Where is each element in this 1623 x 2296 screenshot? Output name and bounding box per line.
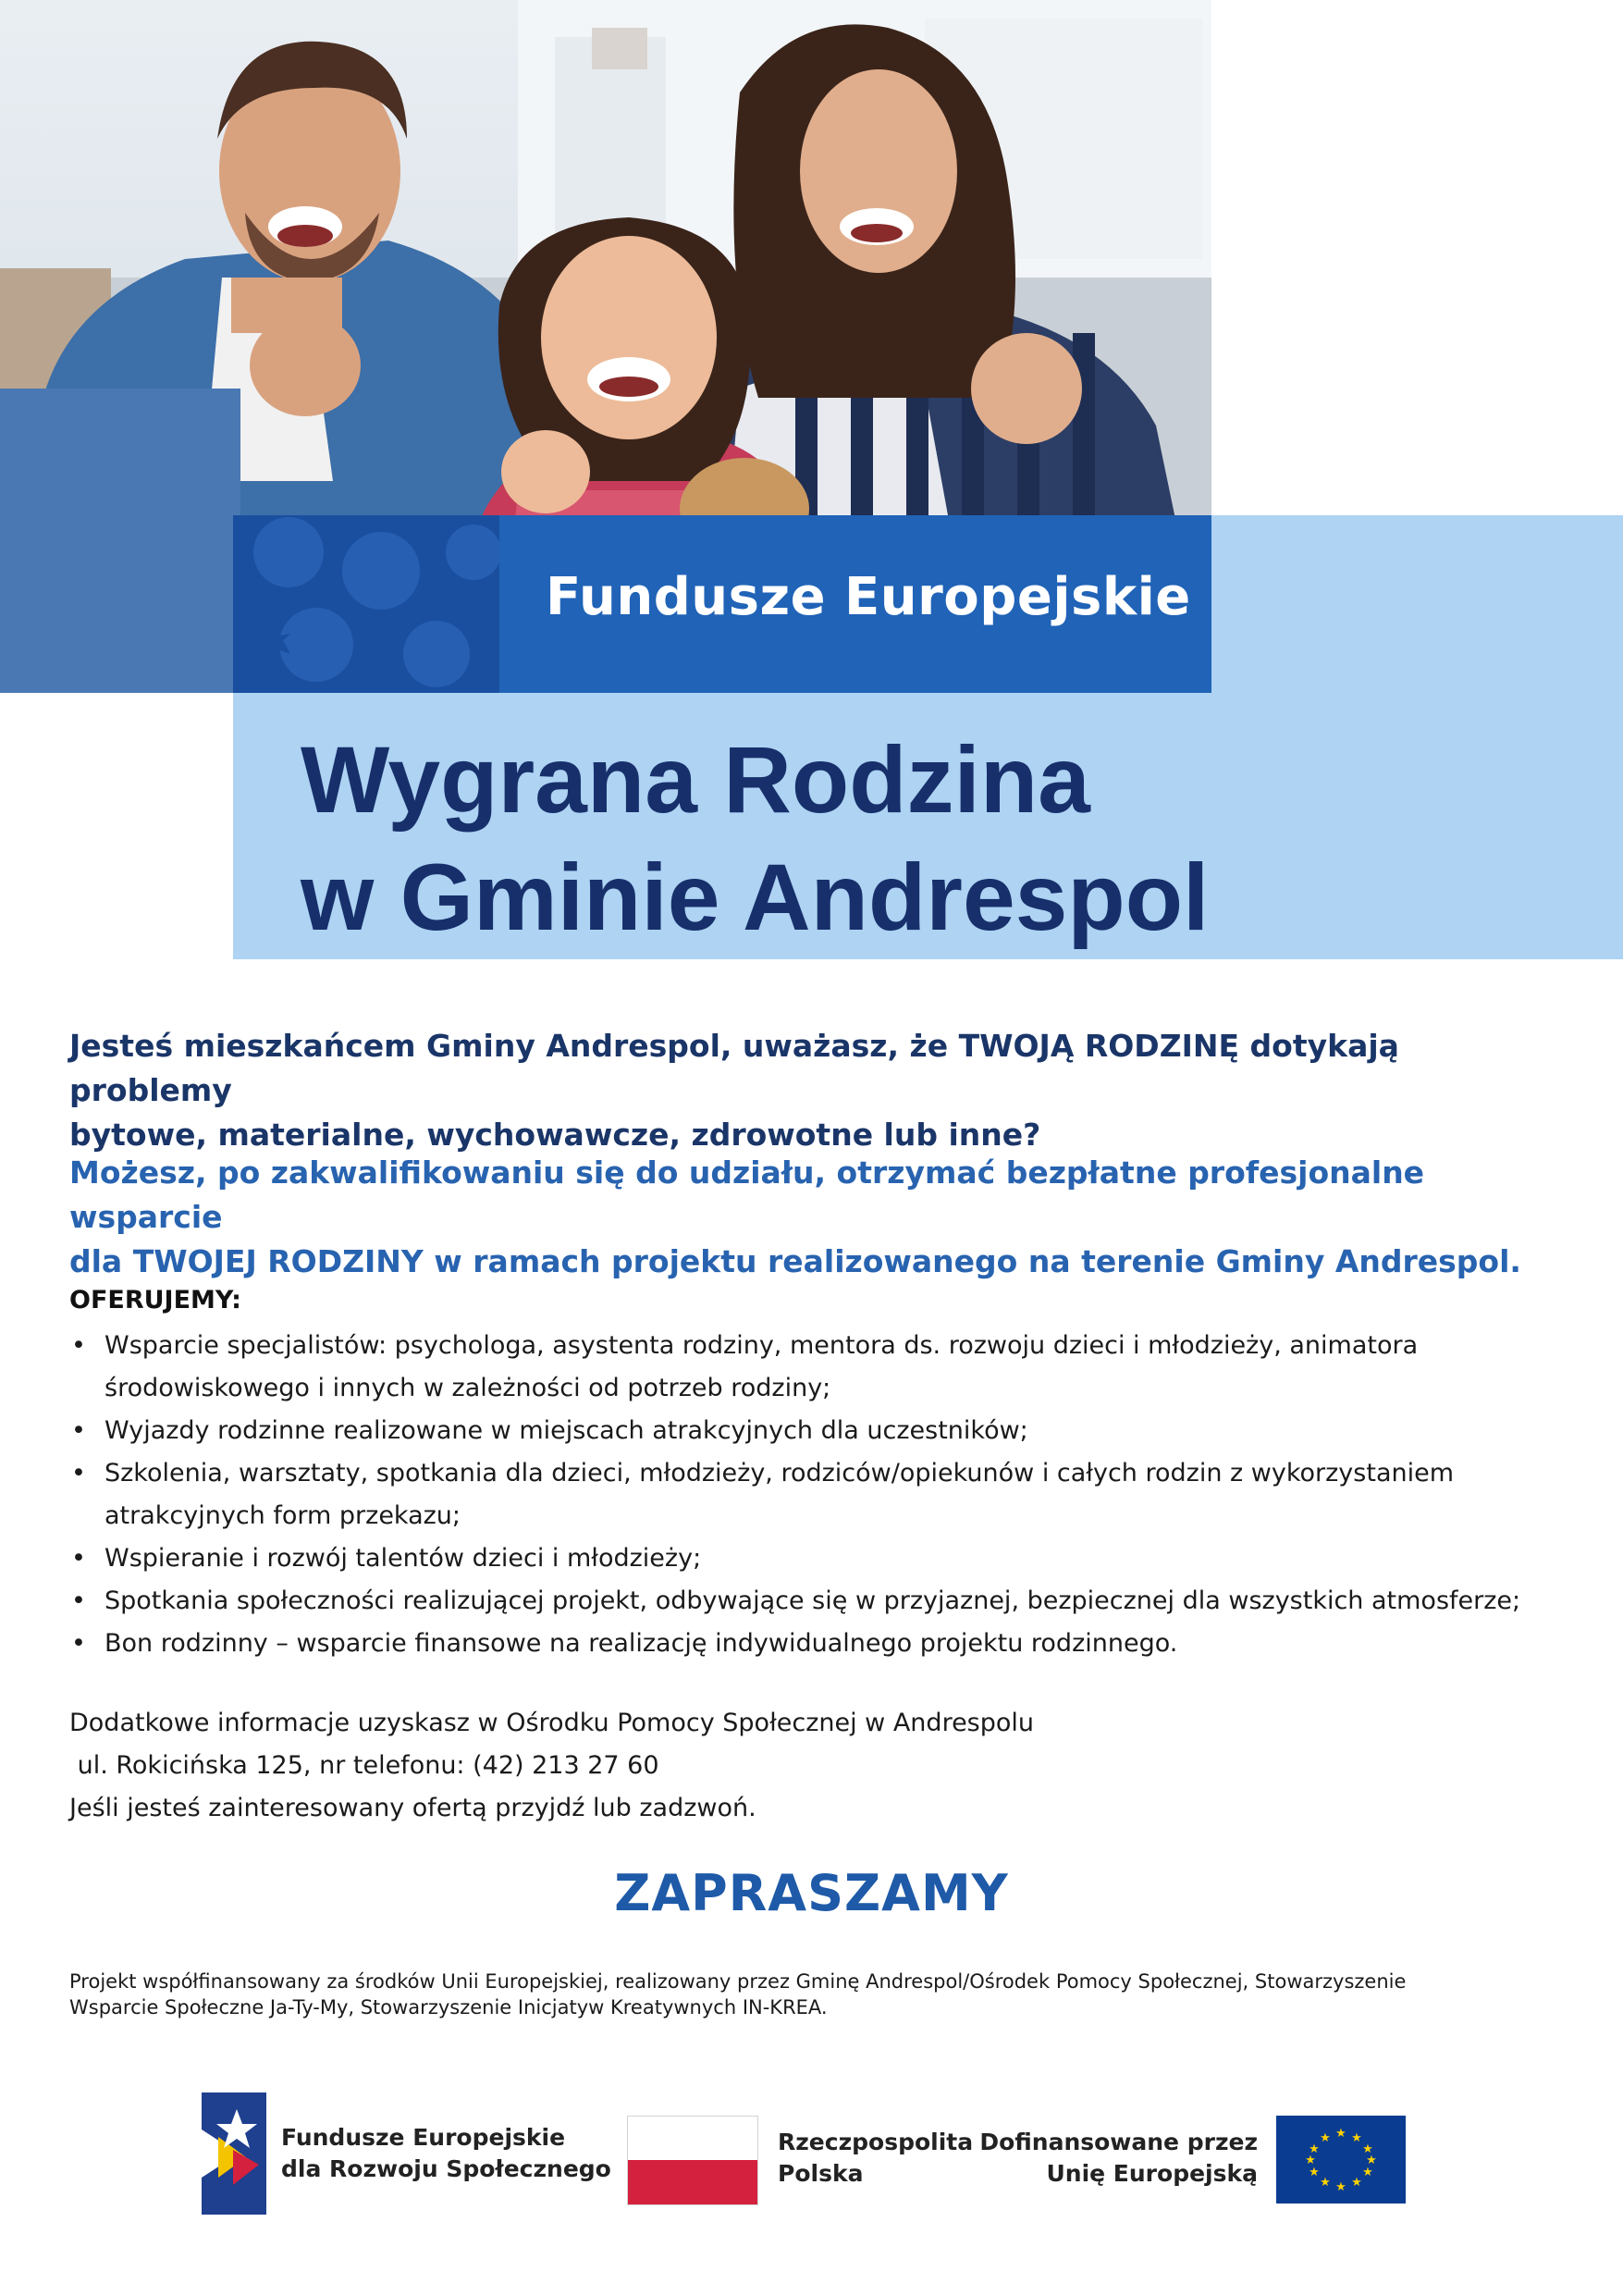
list-item — [69, 1537, 1586, 1580]
list-item-text: Wsparcie specjalistów: psychologa, asystenta rodziny, mentora ds. rozwoju dzieci i młodzieży, animatora środowiskowego i innych w zależności od potrzeb rodziny; — [105, 1331, 1419, 1402]
bullet: • — [71, 1331, 86, 1360]
svg-text:★: ★ — [1362, 2166, 1373, 2179]
svg-text:★: ★ — [1305, 2154, 1316, 2167]
fe-logo-line-1: Fundusze Europejskie — [281, 2124, 566, 2151]
list-item-text: Spotkania społeczności realizującej projekt, odbywające się w przyjaznej, bezpiecznej dla wszystkich atmosferze; — [105, 1586, 1521, 1615]
bullet: • — [71, 1416, 86, 1445]
footnote-line-2: Wsparcie Społeczne Ja-Ty-My, Stowarzyszenie Inicjatyw Kreatywnych IN-KREA. — [69, 1996, 828, 2018]
list-item-text: Bon rodzinny – wsparcie finansowe na realizację indywidualnego projektu rodzinnego. — [105, 1629, 1178, 1658]
svg-text:★: ★ — [1351, 2131, 1362, 2145]
footnote-line-1: Projekt współfinansowany za środków Unii Europejskiej, realizowany przez Gminę Andrespol/Ośrodek Pomocy Społecznej, Stowarzyszenie — [69, 1970, 1407, 1993]
intro-question-line-2: bytowe, materialne, wychowawcze, zdrowotne lub inne? — [69, 1117, 1041, 1153]
eu-logo-line-2: Unię Europejską — [1046, 2160, 1258, 2187]
bullet: • — [71, 1629, 86, 1658]
banner-label: Fundusze Europejskie — [546, 567, 1191, 627]
contact-line-1: Dodatkowe informacje uzyskasz w Ośrodku Pomocy Społecznej w Andrespolu — [69, 1709, 1035, 1737]
offer-heading: OFERUJEMY: — [69, 1286, 241, 1315]
list-item — [69, 1325, 1586, 1410]
offer-list — [69, 1325, 1586, 1665]
title-line-2: w Gminie Andrespol — [301, 845, 1210, 950]
svg-text:★: ★ — [1335, 2127, 1346, 2141]
funding-footnote — [69, 1969, 1512, 2020]
svg-text:★: ★ — [1309, 2142, 1320, 2156]
list-item — [69, 1410, 1586, 1452]
intro-question-line-1: Jesteś mieszkańcem Gminy Andrespol, uważasz, że TWOJĄ RODZINĘ dotykają problemy — [69, 1028, 1399, 1108]
logo-fundusze-europejskie — [202, 2092, 609, 2215]
svg-text:★: ★ — [1335, 2180, 1346, 2194]
svg-text:★: ★ — [1362, 2142, 1373, 2156]
intro-answer — [69, 1151, 1568, 1284]
svg-text:★: ★ — [1320, 2131, 1331, 2145]
svg-text:★: ★ — [1320, 2176, 1331, 2190]
banner-fundusze-europejskie — [499, 515, 1211, 693]
intro-answer-line-1: Możesz, po zakwalifikowaniu się do udziału, otrzymać bezpłatne profesjonalne wsparcie — [69, 1154, 1425, 1235]
list-item — [69, 1452, 1586, 1537]
title-line-1: Wygrana Rodzina — [301, 727, 1090, 833]
svg-text:★: ★ — [1351, 2176, 1362, 2190]
star-pattern-icon — [233, 515, 501, 693]
eu-logo-line-1: Dofinansowane przez — [979, 2129, 1258, 2155]
eu-flag-icon — [1276, 2116, 1406, 2203]
fe-star-logo-icon — [202, 2092, 266, 2215]
bullet: • — [71, 1544, 86, 1573]
svg-text:★: ★ — [1309, 2166, 1320, 2179]
list-item — [69, 1623, 1586, 1665]
eu-stars-icon — [1276, 2116, 1406, 2203]
bullet: • — [71, 1586, 86, 1615]
intro-answer-line-2: dla TWOJEJ RODZINY w ramach projektu realizowanego na terenie Gminy Andrespol. — [69, 1243, 1521, 1279]
intro-question — [69, 1024, 1568, 1157]
pl-logo-line-2: Polska — [778, 2160, 864, 2187]
svg-text:★: ★ — [1366, 2154, 1377, 2167]
list-item — [69, 1580, 1586, 1623]
list-item-text: Wyjazdy rodzinne realizowane w miejscach atrakcyjnych dla uczestników; — [105, 1416, 1028, 1445]
polish-flag-icon — [627, 2116, 758, 2205]
fe-logo-line-2: dla Rozwoju Społecznego — [281, 2155, 611, 2182]
page-title — [301, 722, 1209, 957]
list-item-text: Szkolenia, warsztaty, spotkania dla dzieci, młodzieży, rodziców/opiekunów i całych rodzin z wykorzystaniem atrakcyjnych form przekazu; — [105, 1459, 1455, 1530]
bullet: • — [71, 1459, 86, 1487]
contact-address: ul. Rokicińska 125, nr telefonu: (42) 213 27 60 — [69, 1751, 659, 1780]
logo-unia-europejska — [979, 2116, 1406, 2206]
logo-rzeczpospolita-polska — [627, 2116, 978, 2206]
pl-logo-line-1: Rzeczpospolita — [778, 2129, 974, 2155]
contact-line-3: Jeśli jesteś zainteresowany ofertą przyjdź lub zadzwoń. — [69, 1794, 756, 1822]
invite-heading: ZAPRASZAMY — [614, 1864, 1009, 1922]
contact-info — [69, 1702, 1034, 1830]
list-item-text: Wspieranie i rozwój talentów dzieci i młodzieży; — [105, 1544, 702, 1573]
